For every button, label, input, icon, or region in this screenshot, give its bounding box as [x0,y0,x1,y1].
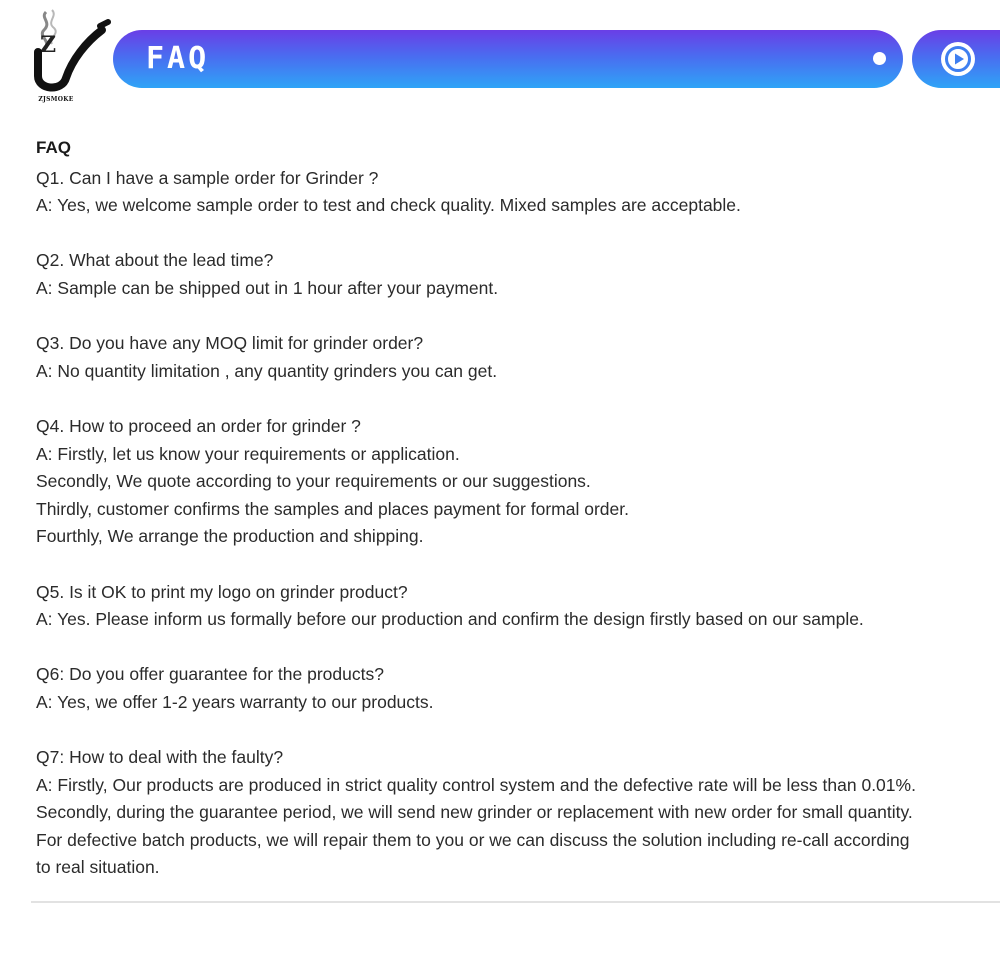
answer-line: Fourthly, We arrange the production and shipping. [36,526,424,547]
faq-item-3 [36,330,986,385]
question: Q7: How to deal with the faulty? [36,747,284,768]
faq-item-5 [36,579,986,634]
faq-item-2 [36,247,986,302]
answer-line: A: No quantity limitation , any quantity grinders you can get. [36,360,498,381]
faq-item-7 [36,744,986,882]
answer-line: A: Firstly, Our products are produced in strict quality control system and the defective rate will be less than 0.01%. [36,774,916,795]
logo-text: ZJSMOKE [38,96,74,103]
svg-text:Z: Z [40,32,57,58]
play-icon-circle [941,42,975,76]
faq-item-6 [36,661,986,716]
faq-heading: FAQ [36,138,71,157]
question: Q4. How to proceed an order for grinder ? [36,415,361,436]
answer-line: A: Yes, we offer 1-2 years warranty to our products. [36,691,434,712]
play-button[interactable] [912,30,1000,88]
dot-icon [873,52,886,65]
divider [31,901,1000,903]
answer-line: to real situation. [36,857,160,878]
question: Q5. Is it OK to print my logo on grinder product? [36,581,408,602]
question: Q3. Do you have any MOQ limit for grinder order? [36,333,424,354]
answer-line: A: Yes. Please inform us formally before our production and confirm the design firstly based on our sample. [36,609,864,630]
faq-item-1 [36,165,986,220]
brand-logo [28,4,112,108]
faq-banner [113,30,903,88]
answer-line: Secondly, during the guarantee period, we will send new grinder or replacement with new order for small quantity. [36,802,913,823]
answer-line: A: Sample can be shipped out in 1 hour after your payment. [36,277,499,298]
question: Q6: Do you offer guarantee for the products? [36,664,384,685]
pipe-logo-icon [28,4,112,98]
answer-line: A: Firstly, let us know your requirements or application. [36,443,460,464]
answer-line: Thirdly, customer confirms the samples and places payment for formal order. [36,498,629,519]
answer-line: A: Yes, we welcome sample order to test and check quality. Mixed samples are acceptable. [36,195,741,216]
banner-title: FAQ [146,41,210,76]
question: Q1. Can I have a sample order for Grinder ? [36,167,379,188]
faq-item-4 [36,413,986,551]
play-icon [941,42,975,76]
question: Q2. What about the lead time? [36,250,274,271]
answer-line: Secondly, We quote according to your requirements or our suggestions. [36,471,591,492]
answer-line: For defective batch products, we will repair them to you or we can discuss the solution including re-call according [36,829,910,850]
faq-content [36,134,986,910]
